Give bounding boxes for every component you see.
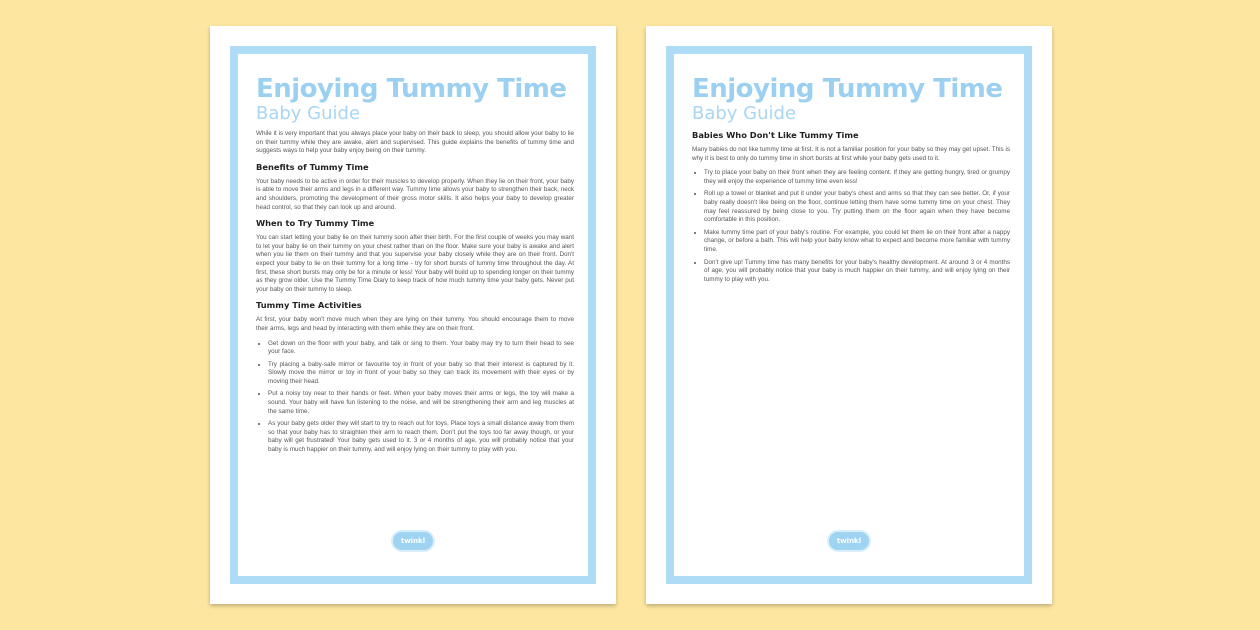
intro-paragraph: While it is very important that you always place your baby on their back to sleep, you should allow your baby to lie on their tummy while they are awake, alert and supervised. This guide explains the benefits of tummy time and suggests ways to help your baby enjoy being on their tummy.: [256, 130, 574, 155]
page-border: [230, 46, 596, 584]
twinkl-logo: twinkl: [829, 532, 869, 550]
guide-page-1: [210, 26, 616, 604]
page-title: Enjoying Tummy Time: [256, 74, 567, 104]
list-item: • Try to place your baby on their front when they are feeling content. If they are getting hungry, tired or grumpy they will enjoy the experience of tummy time even less!: [704, 169, 1010, 186]
section-text-benefits: Your baby needs to be active in order for their muscles to develop properly. When they lie on their front, your baby is able to move their arms and legs in a different way. Tummy time allows your baby to strengthen their back, neck and shoulders, promoting the development of their gross motor skills. It also helps your baby to develop greater head control, so that they can look up and around.: [256, 177, 574, 211]
dislike-tips-list: [692, 169, 1010, 284]
section-heading-benefits: Benefits of Tummy Time: [256, 161, 369, 172]
list-item: • As your baby gets older they will start to try to reach out for toys. Place toys a small distance away from them so that your baby has to straighten their arm to reach them. Don't put the toys too far away though, or your baby will get frustrated! Your baby gets used to it. 3 or 4 months of age, you will probably notice that your baby is much happier on their tummy, and will enjoy lying on their tummy to play with you.: [268, 420, 574, 454]
list-item: • Try placing a baby-safe mirror or favourite toy in front of your baby so that their interest is captured by it. Slowly move the mirror or toy in front of your baby so they can track its movement with their eyes or by moving their head.: [268, 361, 574, 387]
section-heading-activities: Tummy Time Activities: [256, 300, 362, 311]
guide-page-2: [646, 26, 1052, 604]
section-text-dislike: Many babies do not like tummy time at first. It is not a familiar position for your baby so they may get upset. This is why it is best to only do tummy time in short bursts at first while your baby gets used to it.: [692, 146, 1010, 162]
page-content: [256, 74, 574, 459]
page-content: [692, 74, 1010, 288]
list-item: • Roll up a towel or blanket and put it under your baby's chest and arms so that they can see better. Or, if your baby really doesn't like being on the floor, continue letting them have some tummy time on your chest. They may feel reassured by being close to you. Try putting them on the floor again when they have become comfortable in this position.: [704, 190, 1010, 224]
page-subtitle: Baby Guide: [692, 103, 797, 124]
list-item: • Don't give up! Tummy time has many benefits for your baby's healthy development. At around 3 or 4 months of age, you will probably notice that your baby is much happier on their tummy, and will enjoy lying on their tummy to play with you.: [704, 259, 1010, 285]
section-text-when: You can start letting your baby lie on their tummy soon after their birth. For the first couple of weeks you may want to let your baby lie on their tummy on your chest rather than on the floor. Make sure your baby is awake and alert when you lie them on their tummy and that you supervise your baby closely while they are on their front. Don't expect your baby to lie on their tummy for a long time - try for short bursts of tummy time throughout the day. At first, these short bursts may only be for a minute or less! Your baby will build up to spending longer on their tummy as they grow older. Use the Tummy Time Diary to keep track of how much tummy time your baby gets. Never put your baby on their tummy to sleep.: [256, 234, 574, 293]
twinkl-logo: twinkl: [393, 532, 433, 550]
list-item: • Get down on the floor with your baby, and talk or sing to them. Your baby may try to turn their head to see your face.: [268, 340, 574, 357]
section-heading-dislike: Babies Who Don't Like Tummy Time: [692, 130, 859, 140]
page-title: Enjoying Tummy Time: [692, 74, 1003, 104]
page-border: [666, 46, 1032, 584]
list-item: • Put a noisy toy near to their hands or feet. When your baby moves their arms or legs, the toy will make a sound. Your baby will have fun listening to the noise, and will be strengthening their arm and leg muscles at the same time.: [268, 390, 574, 416]
section-text-activities: At first, your baby won't move much when they are lying on their tummy. You should encourage them to move their arms, legs and head by interacting with them while they are on their front.: [256, 316, 574, 332]
list-item: • Make tummy time part of your baby's routine. For example, you could let them lie on their front after a nappy change, or before a bath. This will help your baby know what to expect and become more familiar with tummy time.: [704, 229, 1010, 255]
page-subtitle: Baby Guide: [256, 103, 361, 124]
activities-list: [256, 340, 574, 455]
section-heading-when: When to Try Tummy Time: [256, 218, 375, 229]
